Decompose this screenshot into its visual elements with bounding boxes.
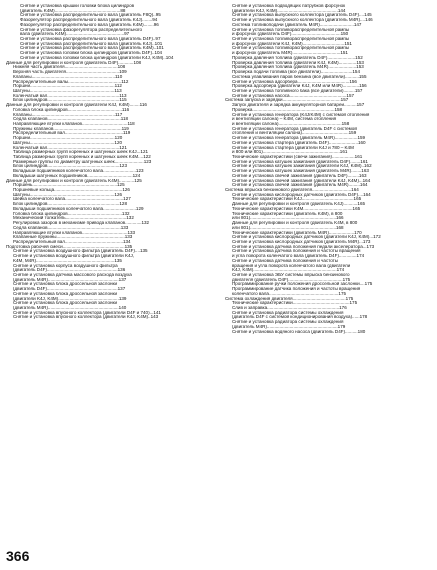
toc-entry: (двигатель M4R)........................................................140 xyxy=(13,306,127,310)
toc-entry: отопления и вентиляции салона).....................................159 xyxy=(232,131,357,136)
toc-entry: Блок цилиндров.........................................................128 xyxy=(13,202,127,207)
toc-entry: Снятие и установка выпускного коллектора (двигатель M4R)....146 xyxy=(232,18,373,23)
toc-entry: Распределительные валы..........................................112 xyxy=(13,79,129,84)
toc-entry: Клапаны..................................................................117 xyxy=(13,112,123,117)
toc-entry: вращения и угла поворота коленчатого вала (двигатели xyxy=(232,263,351,268)
page-number: 366 xyxy=(6,548,30,564)
toc-entry: Снятие и установка блока дроссельной заслонки xyxy=(13,282,118,287)
toc-entry: Снятие и установка впускного коллектора (двигатели K4J, K4M)..143 xyxy=(13,315,159,320)
toc-entry: Клапаны..................................................................110 xyxy=(13,74,123,79)
toc-entry: (двигатели K4J, K4M)................................................139 xyxy=(13,296,127,301)
toc-entry: Нижняя часть двигателя..........................................108 xyxy=(13,65,126,70)
toc-entry: Седла клапанов..........................................................133 xyxy=(13,225,129,230)
toc-entry: Проверка давления топлива (двигатель D4F)......................152 xyxy=(232,55,363,60)
toc-entry: Снятие и установка ЭБУ системы впрыска бензинового xyxy=(232,272,350,277)
toc-entry: Снятие и установка топливораспределительной рампы xyxy=(232,37,350,42)
toc-entry: Снятие и установка водяного насоса (двигатель D4F)..........180 xyxy=(232,329,366,334)
toc-entry: Данные для регулировки и контроля (двигатель K4M, в 800 xyxy=(232,221,358,226)
toc-entry: Снятие и установка стартера (двигатели K4J и 780 – K4M xyxy=(232,145,354,150)
toc-entry: Подготовка рабочей смеси.................................................135 xyxy=(6,244,133,249)
toc-entry: или 801)....................................................................168 xyxy=(232,225,344,230)
toc-entry: Головка блока цилиндров...........................................132 xyxy=(13,211,130,216)
toc-entry: Блок цилиндров.........................................................115 xyxy=(13,98,127,103)
toc-entry: K4M, M4R)..............................................................135 xyxy=(13,258,122,263)
toc-entry: Проверка адсорбера (двигатели K4J, K4M или M4R).............156 xyxy=(232,84,367,89)
toc-entry: Данные для регулировки и контроля (двигатели K4J, K4M)........116 xyxy=(6,103,147,108)
toc-entry: Снятие и установка адсорбера.........................................156 xyxy=(232,79,357,84)
toc-entry: Снятие и установка распределительного вала (двигатель F8Q)..95 xyxy=(20,13,161,18)
toc-entry: Снятие и установка кислородных датчиков (двигатель D4F)....164 xyxy=(232,192,371,197)
toc-entry: Проверка давления топлива (двигатели K4J, K4M)..............153 xyxy=(232,60,364,65)
toc-entry: Головка блока цилиндров...........................................116 xyxy=(13,107,130,112)
toc-entry: Коленчатый вал.........................................................121 xyxy=(13,145,127,150)
toc-entry: Снятие и установка фазорегулятора распределительного xyxy=(20,27,143,32)
toc-entry: Клапанные пружины......................................................133 xyxy=(13,235,133,240)
toc-entry: Снятие и установка кислородных датчиков (двигатель M4R)...173 xyxy=(232,239,371,244)
toc-entry: Направляющие втулки клапанов....................................118 xyxy=(13,121,135,126)
toc-entry: Таблица размерных групп коренных и шатунных шеек K4J...121 xyxy=(13,150,149,155)
toc-entry: Снятие и установка свечей зажигания (двигатель M4R).........164 xyxy=(232,183,368,188)
toc-entry: Данные для регулировки и контроля (двигатель K4M)............125 xyxy=(6,178,142,183)
toc-entry: Снятие и установка блока дроссельной заслонки xyxy=(13,291,118,296)
toc-entry: Снятие и установка впускного коллектора (двигатели D4F и 740)...141 xyxy=(13,310,161,315)
toc-entry: Программирование датчика положения и частоты вращения xyxy=(232,287,361,292)
toc-entry: Снятие и установка воздушного фильтра (двигатель D4F)....135 xyxy=(13,249,148,254)
toc-entry: Снятие и установка блока дроссельной заслонки xyxy=(13,301,118,306)
toc-entry: Данные для регулировки и контроля (двигатель K4J)...........165 xyxy=(232,202,366,207)
toc-entry: вала (двигатель K4M)..............................................97 xyxy=(20,32,130,37)
toc-entry: Снятие и установка крышки головки блока цилиндров xyxy=(20,4,135,8)
toc-entry: Таблица размерных групп коренных и шатунных шеек K4M....122 xyxy=(13,155,151,159)
toc-entry: Снятие и установка датчика положения и частоты вращения xyxy=(232,249,361,254)
toc-entry: Снятие и установка датчика массового расхода воздуха xyxy=(13,272,132,277)
toc-entry: Снятие и установка датчика положения и частоты xyxy=(232,258,339,263)
toc-entry: Снятие и установка катушек зажигания (двигатели K4J, K4M)..162 xyxy=(232,164,372,169)
toc-entry: Запуск двигателя и зарядка аккумуляторной батареи..........157 xyxy=(232,103,365,108)
toc-entry: Технические характеристики (двигатель K4M), в 800 xyxy=(232,211,343,216)
toc-entry: Снятие и установка генератора (двигатель M4R)..................159 xyxy=(232,136,366,141)
toc-entry: Снятие и установка головки блока цилиндров (двигатель D4F)..104 xyxy=(20,51,163,56)
toc-entry: и форсунок (двигатель M4R)......................................151 xyxy=(232,51,348,56)
toc-entry: Технические характеристики (свечи зажигания)..................161 xyxy=(232,155,363,159)
toc-entry: Шейка коленчатого вала..............................................127 xyxy=(13,197,131,202)
toc-entry: Снятие и установка корпуса воздушного фильтра xyxy=(13,263,118,268)
toc-entry: (двигатель M4R)........................................................179 xyxy=(232,324,346,329)
toc-entry: Фазорегулятор распределительного вала (двигатель K4J)........94 xyxy=(20,18,158,23)
toc-entry: Снятие и установка топливного бака (все двигатели).........157 xyxy=(232,88,363,93)
toc-entry: Снятие и установка топливораспределительной рампы xyxy=(232,27,350,32)
toc-entry: (двигатель K4M)....................................................88 xyxy=(20,8,126,13)
toc-entry: (двигатель D4F)........................................................136 xyxy=(13,268,126,273)
toc-entry: Слив и заправка.........................................................176 xyxy=(232,306,347,310)
toc-entry: Верхняя часть двигателя..........................................109 xyxy=(13,70,127,75)
toc-entry: (двигатель D4F с системой кондиционирования воздуха)......178 xyxy=(232,315,368,320)
toc-entry: Вкладыши шатунных подшипников....................................124 xyxy=(13,173,141,178)
toc-entry: Программирование ручки положения дроссельной заслонки....175 xyxy=(232,282,373,287)
toc-entry: Блок цилиндров.........................................................123 xyxy=(13,164,127,169)
toc-entry: Снятие и установка выпускного коллектора (двигатель D4F)....145 xyxy=(232,13,372,18)
toc-entry: Снятие и установка свечей зажигания (двигатели K4J, K4M)...164 xyxy=(232,178,371,183)
toc-entry: Технические характеристики K4J.........................................165 xyxy=(232,197,362,202)
toc-entry: Снятие и установка кислородных датчиков (двигатели K4J, K4M)...172 xyxy=(232,235,381,240)
toc-entry: Снятие и установка радиатора системы охлаждения xyxy=(232,320,344,325)
toc-entry: Вкладыши подшипников коленчатого вала..........................129 xyxy=(13,206,144,211)
toc-entry: Снятие и установка распределительного вала (двигатель K4M)..101 xyxy=(20,46,164,51)
toc-entry: Проверка.................................................................158 xyxy=(232,107,343,112)
toc-entry: Снятие и установка стартера (двигатель D4F).......................160 xyxy=(232,140,366,145)
toc-entry: Распределительный вал..............................................119 xyxy=(13,131,131,136)
toc-entry: Система впрыска бензинового двигателя...............................164 xyxy=(225,188,359,193)
toc-left-column xyxy=(6,4,214,320)
toc-entry: Снятие и установка головки блока цилиндров (двигатели K4J, K4M)..104 xyxy=(20,55,174,60)
toc-entry: и форсунок (двигатель D4F).......................................150 xyxy=(232,32,349,37)
toc-entry: Проверка подачи топлива (все двигатели).........................154 xyxy=(232,70,360,75)
toc-entry: и вентиляции салона)..................................................158 xyxy=(232,121,350,126)
toc-entry: (двигатели K4J, K4M)................................................144 xyxy=(232,8,346,13)
toc-entry: Шатуны...................................................................113 xyxy=(13,88,122,93)
toc-entry: (двигатель M4R)........................................................137 xyxy=(13,277,127,282)
toc-right-column xyxy=(225,4,433,334)
toc-entry: Снятие и установка генератора (K4J/K4M) с системой отопления xyxy=(232,112,370,117)
toc-entry: Распределительный вал..............................................134 xyxy=(13,239,131,244)
toc-entry: Механический толкатель................................................132 xyxy=(13,216,134,221)
toc-entry: Вкладыши подшипников коленчатого вала..........................123 xyxy=(13,169,144,174)
toc-entry: Поршни...................................................................120 xyxy=(13,136,123,141)
toc-entry: Снятие и установка распределительного вала (двигатель K4J)..101 xyxy=(20,41,163,46)
toc-entry: Снятие и установка катушек зажигания (двигатель M4R)........163 xyxy=(232,169,369,174)
toc-entry: K4J, K4M)..................................................................174 xyxy=(232,268,345,273)
toc-entry: Снятие и установка генератора (двигатель D4F с системой xyxy=(232,126,357,131)
toc-entry: Снятие и установка свечей зажигания (двигатель D4F).........163 xyxy=(232,173,367,178)
toc-entry: Технические характеристики.............................................175 xyxy=(232,301,358,306)
toc-entry: Система охлаждения двигателя..........................................175 xyxy=(225,296,354,301)
toc-entry: Фазорегулятор распределительного вала (двигатель K4M)........96 xyxy=(20,22,159,27)
toc-entry: Седла клапанов..........................................................118 xyxy=(13,117,128,122)
toc-entry: Поршни...................................................................112 xyxy=(13,84,122,89)
toc-entry: Снятие и установка подводящих патрубков форсунок xyxy=(232,4,346,8)
toc-entry: Проверка давления топлива (двигатель M4R)......................153 xyxy=(232,65,364,70)
toc-entry: Система улавливания паров бензина (все двигатели)...........155 xyxy=(232,74,367,79)
toc-entry: коленчатого вала.......................................................175 xyxy=(232,291,347,296)
toc-entry: Поршень...................................................................125 xyxy=(13,183,125,188)
toc-entry: Регулировка зазоров в механизме привода клапанов.............132 xyxy=(13,221,150,226)
toc-entry: (двигатель D4F)........................................................137 xyxy=(13,287,126,292)
toc-entry: Снятие и установка распределительного вала (двигатель D4F)..97 xyxy=(20,37,161,42)
toc-entry: и вентиляции салона) – K4M, система отопления xyxy=(232,117,337,122)
toc-entry: Поршневые кольца......................................................126 xyxy=(13,188,130,193)
toc-entry: Технические характеристики (двигатель M4R)....................170 xyxy=(232,230,362,235)
toc-entry: Коленчатый вал.........................................................113 xyxy=(13,93,127,98)
toc-entry: и форсунок (двигатели K4J, K4M).................................151 xyxy=(232,41,352,46)
toc-entry: Технические характеристики K4M.......................................165 xyxy=(232,206,361,211)
toc-entry: Снятие и установка топливораспределительной рампы xyxy=(232,46,350,51)
toc-entry: Снятие и установка насоса.............................................157 xyxy=(232,93,354,98)
toc-entry: Снятие и установка радиатора системы охлаждения xyxy=(232,310,344,315)
toc-entry: или 801)....................................................................166 xyxy=(232,216,344,221)
toc-entry: и угла поворота коленчатого вала (двигатель D4F)..............174 xyxy=(232,254,365,259)
toc-entry: и 800 или 801).............................................................161 xyxy=(232,150,348,155)
toc-entry: Размерные группы по диаметру шатунных шеек.......................123 xyxy=(13,159,152,164)
toc-entry: Шатуны...................................................................126 xyxy=(13,192,123,197)
toc-entry: Снятие и установка датчика положения педали акселератора...173 xyxy=(232,244,375,249)
toc-entry: Направляющие втулки клапанов....................................133 xyxy=(13,230,136,235)
toc-entry: Пружины клапанов......................................................119 xyxy=(13,126,129,131)
toc-entry: Снятие и установка воздушного фильтра (двигатели K4J, xyxy=(13,254,135,259)
toc-entry: Снятие и установка катушек зажигания (двигатель D4F)........161 xyxy=(232,159,368,164)
toc-entry: Система запуска и зарядки..............................................157 xyxy=(225,98,349,103)
toc-entry: двигателя (двигатель D4F)...........................................175 xyxy=(232,277,351,282)
toc-entry: Шатуны...................................................................120 xyxy=(13,140,123,145)
toc-entry: Данные для регулировки и контроля (двигатель D4F)............108 xyxy=(6,60,142,65)
toc-entry: Система топливоподачи (двигатель M4R)...........................147 xyxy=(232,22,362,27)
